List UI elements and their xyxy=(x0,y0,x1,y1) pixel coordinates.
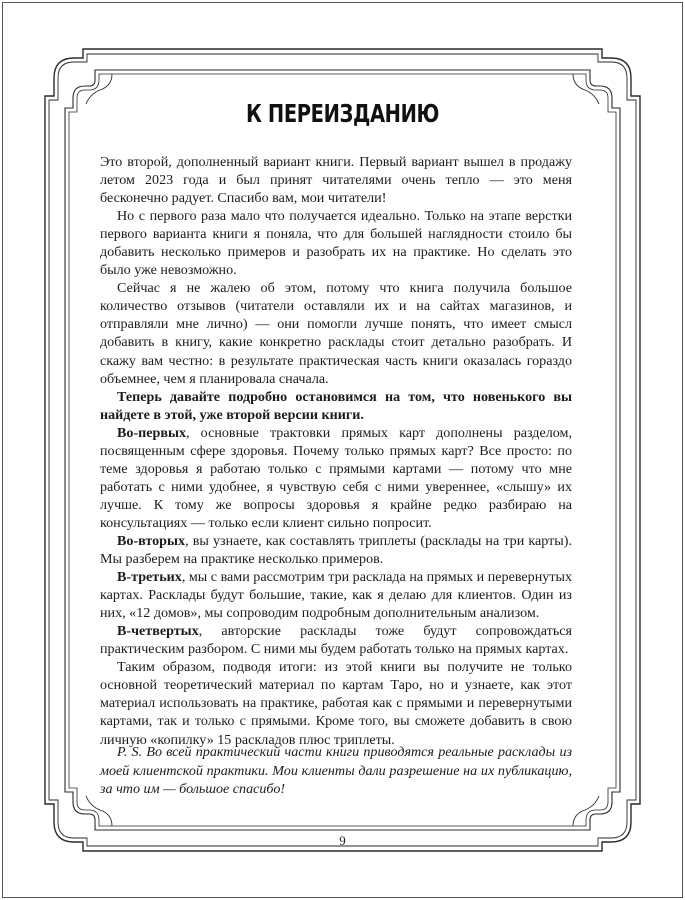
point-text: , мы с вами рассмотрим три расклада на прямых и перевернутых картах. Расклады будут большие, такие, как я делаю для клиентов. Один из них, «12 домов», мы сопроводим подробным дополнительным анализом. xyxy=(100,569,572,622)
point-lead: Во-вторых xyxy=(117,532,186,549)
point-lead: Во-первых xyxy=(117,424,187,441)
paragraph: Сейчас я не жалею об этом, потому что книга получила большое количество отзывов (читатели оставляли их и на сайтах магазинов, и отправляли мне лично) — они помогли лучше понять, что имеет смысл добавить в книгу, какие конкретно расклады стоит детально разобрать. И скажу вам честно: в результате практическая часть книги оказалась гораздо объемнее, чем я планировала сначала. xyxy=(100,280,572,387)
page-number: 9 xyxy=(339,833,346,848)
paragraph: Это второй, дополненный вариант книги. Первый вариант вышел в продажу летом 2023 года и был принят читателями очень тепло — это меня бесконечно радует. Спасибо вам, мои читатели! xyxy=(100,154,572,207)
paragraph: Но с первого раза мало что получается идеально. Только на этапе верстки первого варианта книги я поняла, что для большей наглядности стоило бы добавить несколько примеров и разобрать их на практике. Но сделать это было уже невозможно. xyxy=(100,208,572,279)
paragraph xyxy=(100,568,572,622)
bold-statement: Теперь давайте подробно остановимся на том, что новенького вы найдете в этой, уже второй версии книги. xyxy=(100,388,572,423)
paragraph xyxy=(100,622,572,658)
postscript: P. S. Во всей практический части книги приводятся реальные расклады из моей клиентской практики. Мои клиенты дали разрешение на их публикацию, за что им — большое спасибо! xyxy=(100,744,572,798)
point-text: , вы узнаете, как составлять триплеты (расклады на три карты). Мы разберем на практике несколько примеров. xyxy=(100,532,572,568)
point-text: , авторские расклады тоже будут сопровождаться практическим разбором. С ними мы будем работать только на прямых картах. xyxy=(100,623,572,658)
point-text: , основные трактовки прямых карт дополнены разделом, посвященным сфере здоровья. Почему только прямых карт? Все просто: по теме здоровья я работаю только с прямыми картами — потому что мне работать с ними удобнее, я чувствую себя с ними увереннее, «слышу» их лучше. К тому же вопросы здоровья я крайне редко разбираю на консультациях — только если клиент сильно попросит. xyxy=(100,424,572,531)
body-text xyxy=(100,153,572,749)
page-title: К ПЕРЕИЗДАНИЮ xyxy=(245,99,440,128)
paragraph xyxy=(100,532,572,568)
point-lead: В-четвертых xyxy=(117,623,199,640)
paragraph-bold xyxy=(100,388,572,424)
paragraph xyxy=(100,424,572,532)
point-lead: В-третьих xyxy=(117,569,182,586)
paragraph: Таким образом, подводя итоги: из этой книги вы получите не только основной теоретический материал по картам Таро, но и узнаете, как этот материал использовать на практике, работая как с прямыми и перевернутыми картами, так и только с прямыми. Кроме того, вы сможете добавить в свою личную «копилку» 15 раскладов плюс триплеты. xyxy=(100,659,572,748)
